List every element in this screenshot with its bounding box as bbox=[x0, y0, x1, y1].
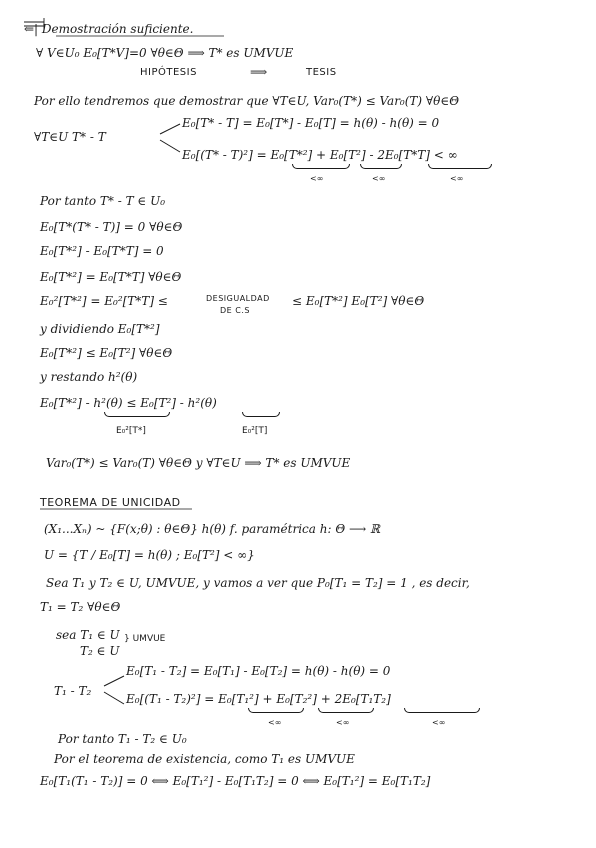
brace-1 bbox=[292, 164, 350, 169]
goal-unicity-2: T₁ = T₂ ∀θ∈Θ bbox=[40, 600, 121, 614]
unicity-difference: T₁ - T₂ bbox=[54, 684, 92, 698]
therefore-unicity: Por tanto T₁ - T₂ ∈ U₀ bbox=[58, 732, 187, 746]
step-2: E₀[T*²] - E₀[T*T] = 0 bbox=[40, 244, 164, 258]
step-4: E₀²[T*²] = E₀²[T*T] ≤ bbox=[40, 294, 168, 308]
unicity-exp-square: E₀[(T₁ - T₂)²] = E₀[T₁²] + E₀[T₂²] + 2E₀[T₁T₂] bbox=[126, 692, 391, 706]
bound-5: <∞ bbox=[336, 718, 350, 727]
umvue-label: } UMVUE bbox=[124, 634, 166, 644]
bound-3: <∞ bbox=[450, 174, 464, 183]
unicity-exp-diff: E₀[T₁ - T₂] = E₀[T₁] - E₀[T₂] = h(θ) - h(θ) = 0 bbox=[126, 664, 391, 678]
goal-unicity: Sea T₁ y T₂ ∈ U, UMVUE, y vamos a ver que P₀[T₁ = T₂] = 1 , es decir, bbox=[46, 576, 470, 590]
brace-2 bbox=[360, 164, 402, 169]
step-6: E₀[T*²] - h²(θ) ≤ E₀[T²] - h²(θ) bbox=[40, 396, 217, 410]
existence-theorem-line: Por el teorema de existencia, como T₁ es UMVUE bbox=[54, 752, 355, 766]
expectation-square: E₀[(T* - T)²] = E₀[T*²] + E₀[T²] - 2E₀[T*T] < ∞ bbox=[182, 148, 458, 162]
step-3: E₀[T*²] = E₀[T*T] ∀θ∈Θ bbox=[40, 270, 182, 284]
label-desigualdad: DESIGUALDAD bbox=[206, 294, 270, 303]
brace-5 bbox=[242, 412, 280, 417]
bound-2: <∞ bbox=[372, 174, 386, 183]
expectation-difference: E₀[T* - T] = E₀[T*] - E₀[T] = h(θ) - h(θ) = 0 bbox=[182, 116, 440, 130]
unbiased-set-line: U = {T / E₀[T] = h(θ) ; E₀[T²] < ∞} bbox=[44, 548, 255, 562]
model-line: (X₁...Xₙ) ~ {F(x;θ) : θ∈Θ} h(θ) f. paramétrica h: Θ ⟶ ℝ bbox=[44, 522, 380, 536]
label-hipotesis: HIPÓTESIS bbox=[140, 67, 197, 78]
bound-4: <∞ bbox=[268, 718, 282, 727]
step-subtract: y restando h²(θ) bbox=[40, 370, 138, 384]
final-equivalence: E₀[T₁(T₁ - T₂)] = 0 ⟺ E₀[T₁²] - E₀[T₁T₂] = 0 ⟺ E₀[T₁²] = E₀[T₁T₂] bbox=[40, 774, 431, 788]
annot-t: E₀²[T] bbox=[242, 426, 268, 436]
step-divide: y dividiendo E₀[T*²] bbox=[40, 322, 160, 336]
brace-7 bbox=[318, 708, 374, 713]
brace-4 bbox=[104, 412, 170, 417]
goal-line: Por ello tendremos que demostrar que ∀T∈U, Var₀(T*) ≤ Var₀(T) ∀θ∈Θ bbox=[34, 94, 460, 108]
label-tesis: TESIS bbox=[306, 67, 337, 78]
difference-line: ∀T∈U T* - T bbox=[34, 130, 106, 144]
step-1: E₀[T*(T* - T)] = 0 ∀θ∈Θ bbox=[40, 220, 183, 234]
section-heading-unicity: TEOREMA DE UNICIDAD bbox=[40, 496, 181, 509]
bound-6: <∞ bbox=[432, 718, 446, 727]
brace-8 bbox=[404, 708, 480, 713]
step-5: E₀[T*²] ≤ E₀[T²] ∀θ∈Θ bbox=[40, 346, 173, 360]
branch-arrow-top-2 bbox=[104, 676, 124, 686]
let-t1: sea T₁ ∈ U bbox=[56, 628, 120, 642]
branch-arrow-bottom bbox=[160, 140, 180, 152]
conclusion-line: Var₀(T*) ≤ Var₀(T) ∀θ∈Θ y ∀T∈U ⟹ T* es UMVUE bbox=[46, 456, 351, 470]
therefore-line: Por tanto T* - T ∈ U₀ bbox=[40, 194, 166, 208]
let-t2: T₂ ∈ U bbox=[80, 644, 120, 658]
label-cs: DE C.S bbox=[220, 306, 250, 315]
hypothesis-line: ∀ V∈U₀ E₀[T*V]=0 ∀θ∈Θ ⟹ T* es UMVUE bbox=[36, 46, 294, 60]
label-arrow: ⟹ bbox=[250, 65, 268, 79]
brace-3 bbox=[428, 164, 492, 169]
annot-t-star: E₀²[T*] bbox=[116, 426, 146, 436]
step-4-rhs: ≤ E₀[T*²] E₀[T²] ∀θ∈Θ bbox=[292, 294, 425, 308]
branch-arrow-top bbox=[160, 124, 180, 134]
branch-arrow-bottom-2 bbox=[104, 692, 124, 704]
brace-6 bbox=[248, 708, 304, 713]
section-title: ⇐| Demostración suficiente. bbox=[24, 22, 194, 36]
bound-1: <∞ bbox=[310, 174, 324, 183]
